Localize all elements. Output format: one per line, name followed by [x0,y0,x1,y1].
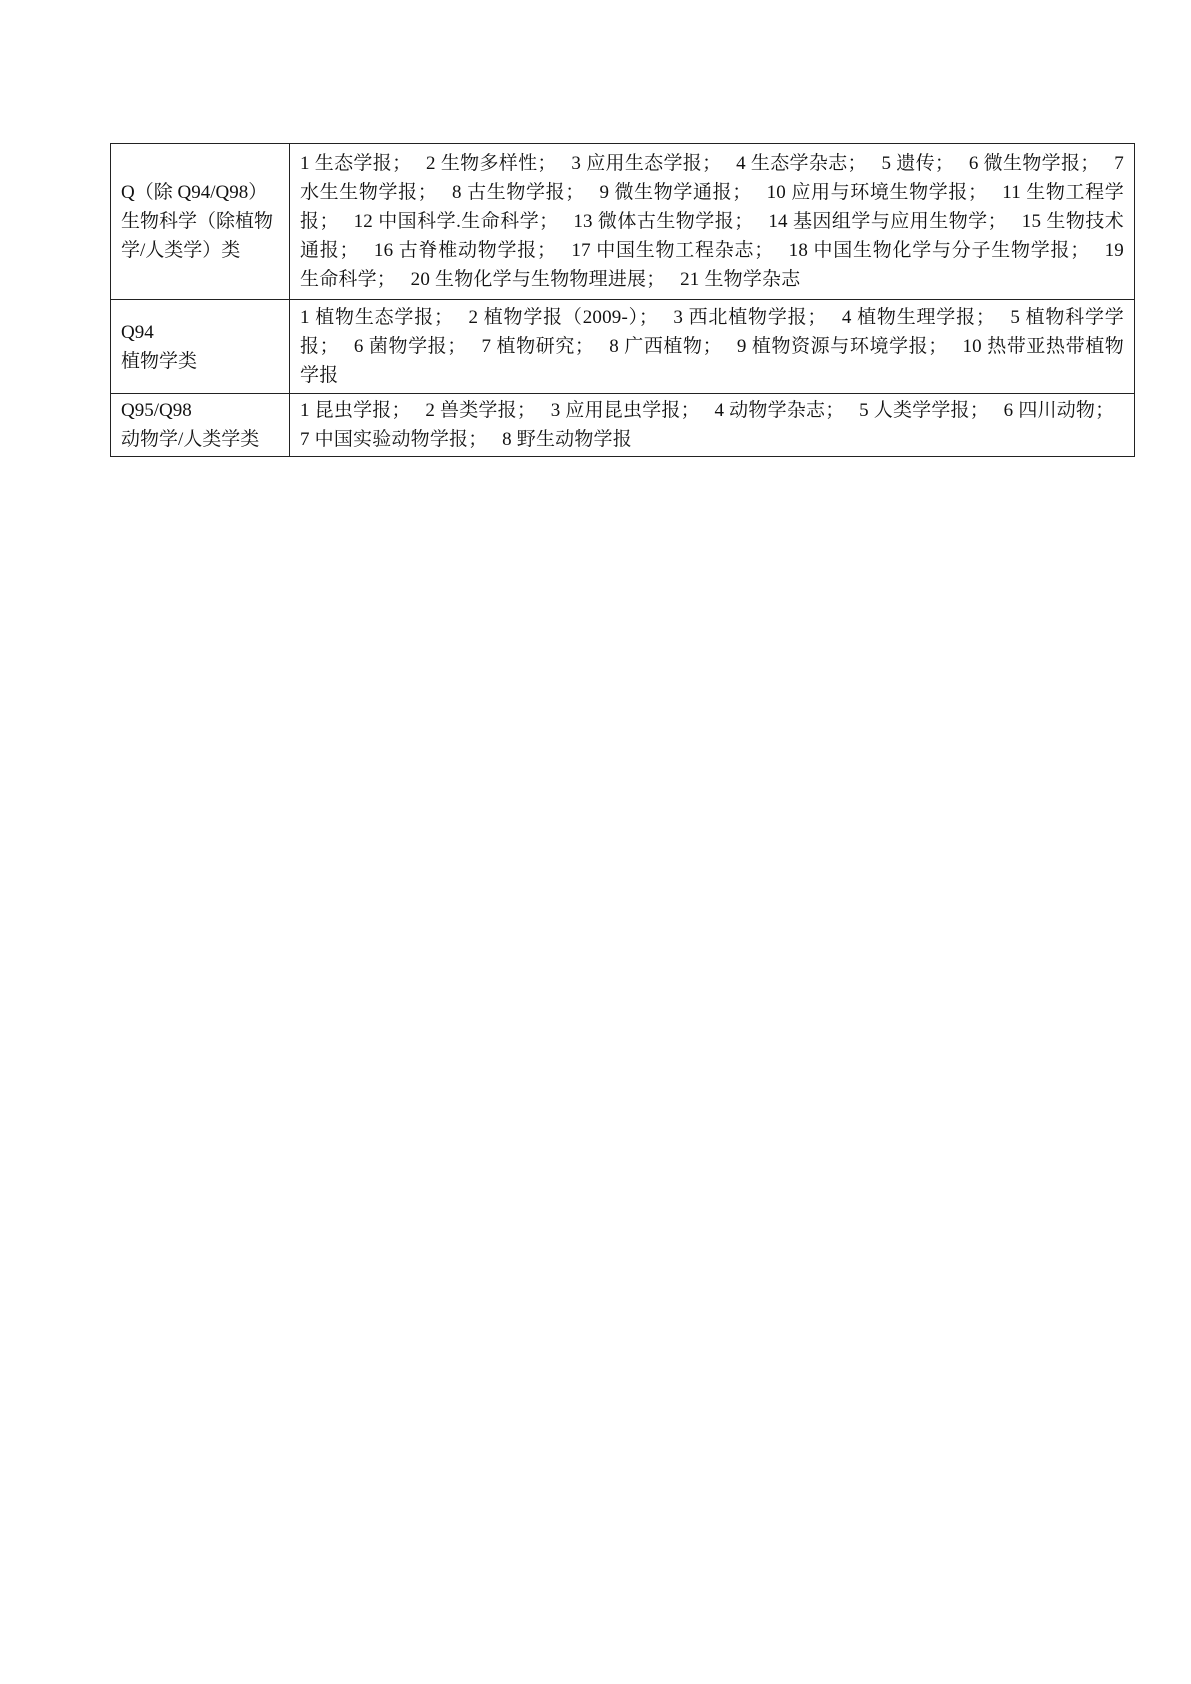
journal-item: 4 动物学杂志； [714,400,845,421]
journal-list-cell [290,394,1135,457]
journal-item: 19 生命科学； [300,240,1125,290]
journal-item: 18 中国生物化学与分子生物学报； [788,240,1090,261]
category-name: 植物学类 [121,350,198,372]
journal-item: 2 生物多样性； [426,153,557,174]
journal-item: 7 中国实验动物学报； [300,429,488,450]
category-name: 生物科学（除植物学/人类学）类 [121,211,274,261]
journal-item: 9 植物资源与环境学报； [736,336,948,357]
journal-category-table [110,143,1135,457]
journal-item: 9 微生物学通报； [599,182,752,203]
journal-item: 14 基因组学与应用生物学； [768,211,1007,232]
journal-item: 16 古脊椎动物学报； [373,240,557,261]
journal-item: 8 广西植物； [609,336,722,357]
journal-item: 6 四川动物； [1003,400,1115,421]
journal-item: 4 植物生理学报； [841,307,996,328]
journal-item: 8 古生物学报； [452,182,585,203]
category-cell [111,394,290,457]
journal-item: 5 人类学学报； [859,400,989,421]
journal-item: 20 生物化学与生物物理进展； [410,269,666,290]
category-cell [111,300,290,394]
journal-item: 21 生物学杂志 [680,269,801,290]
journal-item: 10 热带亚热带植物学报 [300,336,1124,386]
journal-item: 8 野生动物学报 [502,429,632,450]
journal-item: 1 昆虫学报； [300,400,411,421]
journal-item: 3 应用生态学报； [571,153,722,174]
journal-list-cell [290,300,1135,394]
category-name: 动物学/人类学类 [121,429,260,450]
journal-item: 10 应用与环境生物学报； [766,182,988,203]
journal-item: 3 应用昆虫学报； [550,400,700,421]
journal-item: 15 生物技术通报； [300,211,1124,261]
journal-item: 1 植物生态学报； [300,307,454,328]
journal-item: 5 植物科学学报； [300,307,1124,357]
journal-item: 7 水生生物学报； [300,153,1124,203]
table-row [111,144,1135,300]
journal-item: 6 菌物学报； [353,336,467,357]
category-code: Q94 [121,321,154,343]
journal-item: 17 中国生物工程杂志； [571,240,774,261]
table-row [111,394,1135,457]
category-code: Q（除 Q94/Q98） [121,182,268,203]
journal-item: 4 生态学杂志； [736,153,867,174]
journal-item: 12 中国科学.生命科学； [353,211,559,232]
journal-item: 3 西北植物学报； [673,307,827,328]
category-code: Q95/Q98 [121,400,192,421]
journal-item: 11 生物工程学报； [300,182,1124,232]
journal-list-cell [290,144,1135,300]
table-row [111,300,1135,394]
journal-item: 2 植物学报（2009-）； [468,307,659,328]
category-cell [111,144,290,300]
journal-item: 2 兽类学报； [425,400,537,421]
journal-item: 5 遗传； [881,153,955,174]
journal-item: 1 生态学报； [300,153,412,174]
journal-item: 13 微体古生物学报； [573,211,754,232]
journal-item: 6 微生物学报； [968,153,1100,174]
journal-item: 7 植物研究； [481,336,595,357]
